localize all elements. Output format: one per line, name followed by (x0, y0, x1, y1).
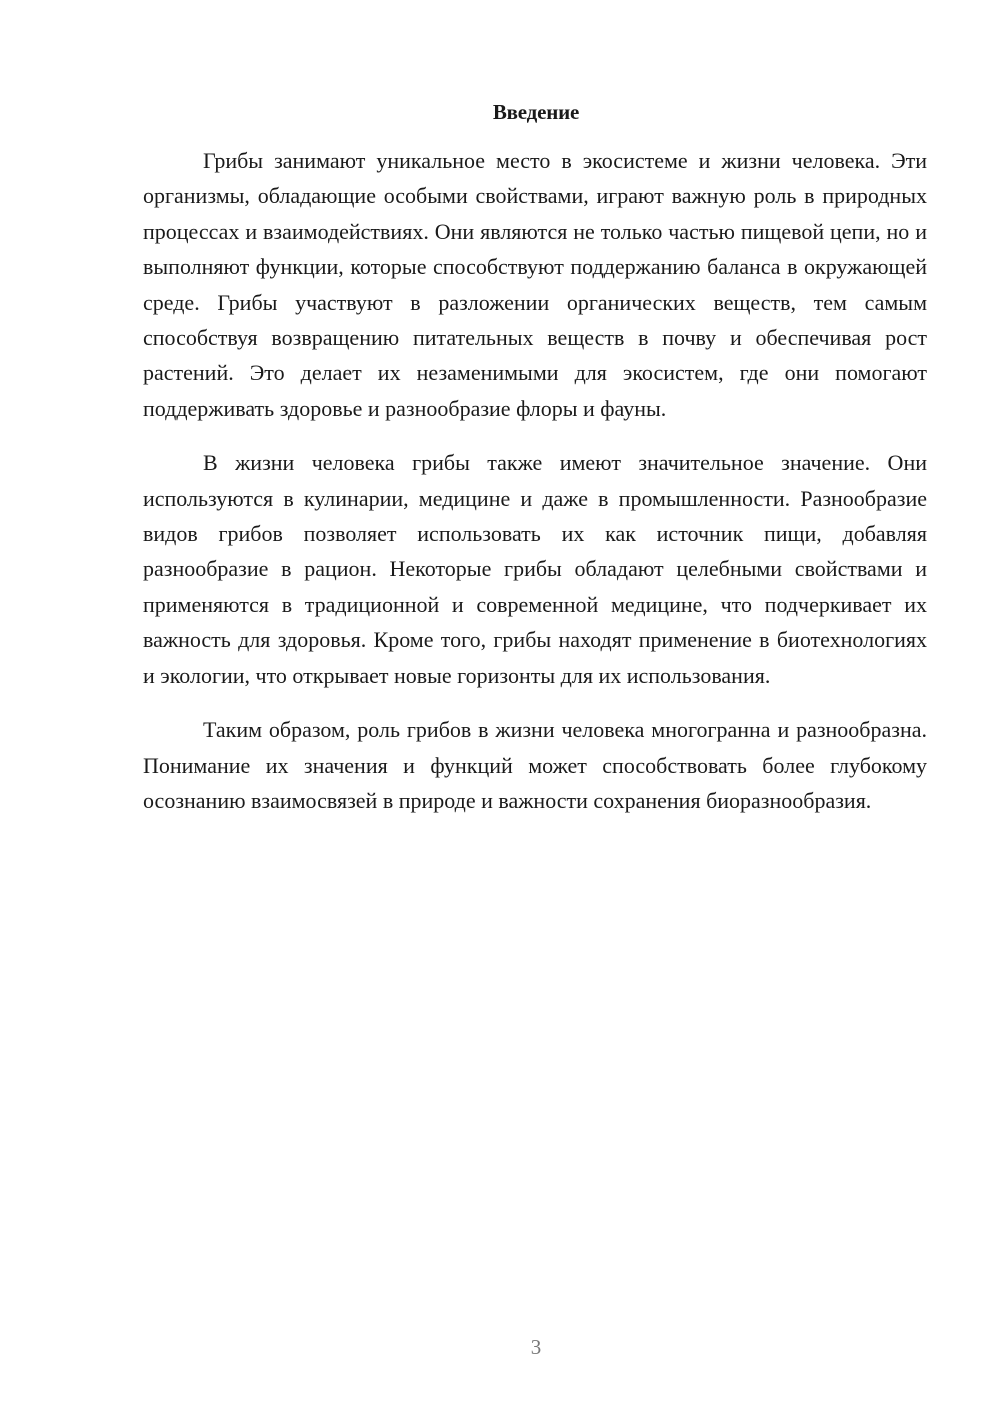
section-title: Введение (492, 100, 580, 124)
body-text (143, 143, 927, 818)
paragraph-3: Таким образом, роль грибов в жизни человека многогранна и разнообразна. Понимание их значения и функций может способствовать более глубокому осознанию взаимосвязей в природе и важности сохранения биоразнообразия. (143, 717, 927, 813)
paragraph-2: В жизни человека грибы также имеют значительное значение. Они используются в кулинарии, медицине и даже в промышленности. Разнообразие видов грибов позволяет использовать их как источник пищи, добавляя разнообразие в рацион. Некоторые грибы обладают целебными свойствами и применяются в традиционной и современной медицине, что подчеркивает их важность для здоровья. Кроме того, грибы находят применение в биотехнологиях и экологии, что открывает новые горизонты для их использования. (143, 450, 927, 688)
paragraph-1: Грибы занимают уникальное место в экосистеме и жизни человека. Эти организмы, обладающие особыми свойствами, играют важную роль в природных процессах и взаимодействиях. Они являются не только частью пищевой цепи, но и выполняют функции, которые способствуют поддержанию баланса в окружающей среде. Грибы участвуют в разложении органических веществ, тем самым способствуя возвращению питательных веществ в почву и обеспечивая рост растений. Это делает их незаменимыми для экосистем, где они помогают поддерживать здоровье и разнообразие флоры и фауны. (143, 148, 927, 421)
page-number: 3 (530, 1335, 542, 1359)
